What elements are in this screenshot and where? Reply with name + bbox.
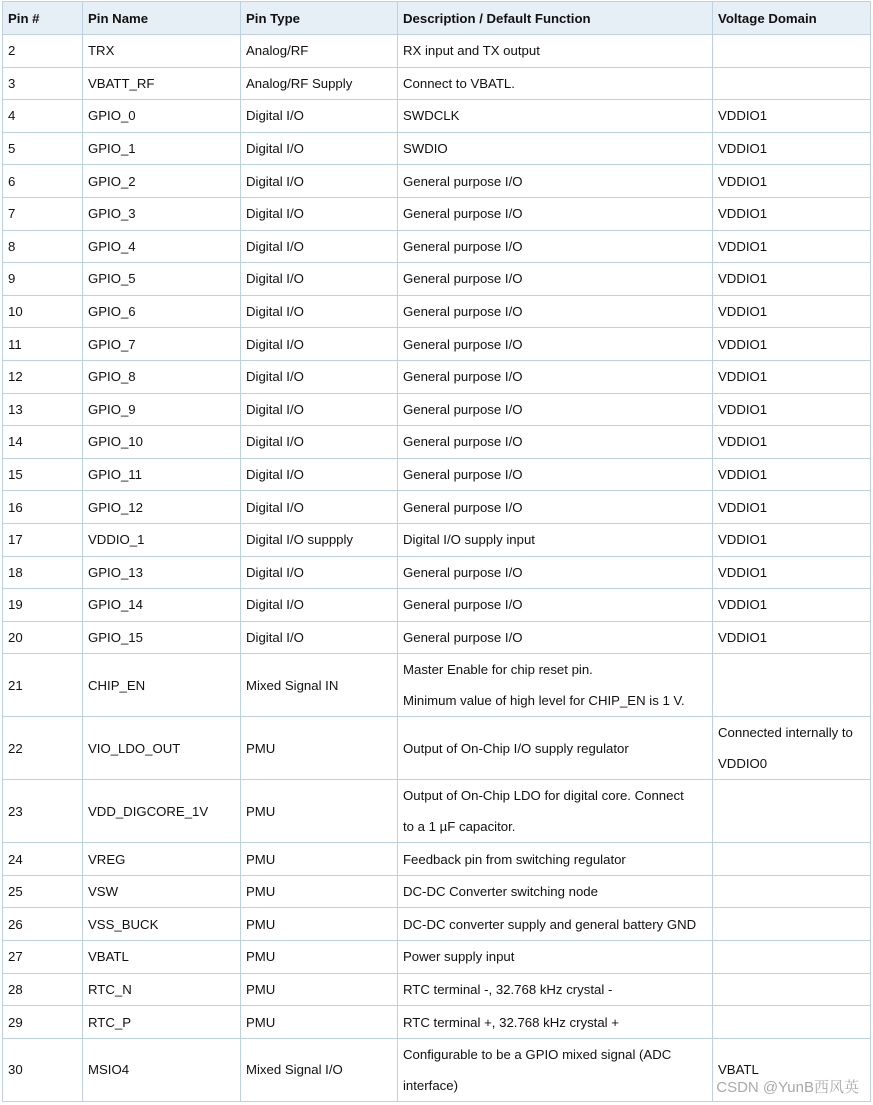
table-row [3,295,871,328]
desc-line: SWDCLK [403,108,460,124]
desc-line: General purpose I/O [403,173,523,189]
desc-line: interface) [403,1077,458,1093]
cell-voltage-domain [713,621,871,654]
cell-description [398,458,713,491]
desc-line: General purpose I/O [403,467,523,483]
desc-line: Output of On-Chip LDO for digital core. Connect [403,788,684,804]
cell-pin-name: GPIO_11 [83,458,241,491]
cell-voltage-domain [713,197,871,230]
cell-description [398,973,713,1006]
cell-pin-number: 13 [3,393,83,426]
volt-line: VDDIO1 [718,206,768,222]
cell-pin-number: 29 [3,1006,83,1039]
cell-voltage-domain [713,1006,871,1039]
cell-pin-number: 23 [3,780,83,843]
cell-pin-name: MSIO4 [83,1038,241,1101]
table-row [3,621,871,654]
cell-pin-name: CHIP_EN [83,654,241,717]
cell-pin-number: 9 [3,263,83,296]
cell-pin-name: GPIO_6 [83,295,241,328]
cell-description [398,491,713,524]
cell-voltage-domain [713,556,871,589]
desc-line: Feedback pin from switching regulator [403,851,626,867]
cell-pin-name: VIO_LDO_OUT [83,717,241,780]
table-row [3,973,871,1006]
table-row [3,491,871,524]
table-row [3,426,871,459]
desc-line: DC-DC Converter switching node [403,884,598,900]
header-description: Description / Default Function [398,2,713,35]
cell-voltage-domain [713,393,871,426]
cell-description [398,556,713,589]
desc-line: General purpose I/O [403,206,523,222]
cell-voltage-domain [713,941,871,974]
desc-line: DC-DC converter supply and general battery GND [403,916,697,932]
table-row [3,100,871,133]
cell-pin-number: 27 [3,941,83,974]
table-row [3,589,871,622]
cell-pin-type: Digital I/O [241,556,398,589]
volt-line: VDDIO1 [718,108,768,124]
volt-line: VDDIO1 [718,564,768,580]
desc-line: General purpose I/O [403,369,523,385]
cell-voltage-domain [713,263,871,296]
desc-line: Power supply input [403,949,515,965]
cell-description [398,100,713,133]
cell-voltage-domain [713,100,871,133]
cell-pin-number: 5 [3,132,83,165]
cell-pin-type: Digital I/O [241,100,398,133]
cell-description [398,360,713,393]
cell-pin-number: 4 [3,100,83,133]
cell-pin-number: 6 [3,165,83,198]
cell-description [398,843,713,876]
cell-pin-name: RTC_N [83,973,241,1006]
cell-description [398,426,713,459]
cell-pin-number: 8 [3,230,83,263]
cell-voltage-domain [713,523,871,556]
cell-description [398,67,713,100]
cell-pin-number: 10 [3,295,83,328]
volt-line: VDDIO1 [718,434,768,450]
cell-description [398,780,713,843]
table-row [3,132,871,165]
cell-pin-type: Digital I/O [241,589,398,622]
table-row [3,393,871,426]
volt-line: VDDIO1 [718,173,768,189]
cell-description [398,621,713,654]
cell-voltage-domain [713,908,871,941]
table-row [3,908,871,941]
cell-voltage-domain [713,780,871,843]
cell-pin-name: GPIO_8 [83,360,241,393]
header-pin-type: Pin Type [241,2,398,35]
cell-pin-number: 24 [3,843,83,876]
cell-pin-number: 25 [3,875,83,908]
volt-line: VDDIO1 [718,629,768,645]
desc-line: Master Enable for chip reset pin. [403,662,593,678]
cell-pin-type: Digital I/O [241,491,398,524]
cell-pin-type: Digital I/O [241,165,398,198]
table-row [3,654,871,717]
cell-description [398,197,713,230]
cell-pin-type: Mixed Signal IN [241,654,398,717]
cell-pin-name: GPIO_3 [83,197,241,230]
cell-description [398,654,713,717]
cell-voltage-domain [713,360,871,393]
cell-description [398,1006,713,1039]
volt-line: VDDIO1 [718,271,768,287]
volt-line: VDDIO1 [718,532,768,548]
cell-pin-number: 30 [3,1038,83,1101]
cell-pin-type: Digital I/O [241,458,398,491]
cell-voltage-domain [713,589,871,622]
cell-pin-type: Digital I/O [241,295,398,328]
cell-description [398,295,713,328]
cell-pin-number: 21 [3,654,83,717]
cell-pin-name: GPIO_12 [83,491,241,524]
cell-pin-number: 28 [3,973,83,1006]
cell-pin-type: PMU [241,941,398,974]
header-row [3,2,871,35]
cell-pin-type: Digital I/O [241,230,398,263]
table-row [3,1006,871,1039]
table-row [3,523,871,556]
desc-line: General purpose I/O [403,401,523,417]
cell-description [398,875,713,908]
cell-description [398,132,713,165]
table-row [3,230,871,263]
cell-voltage-domain [713,843,871,876]
table-row [3,780,871,843]
header-voltage-domain: Voltage Domain [713,2,871,35]
cell-pin-number: 18 [3,556,83,589]
volt-line: VDDIO0 [718,756,768,772]
cell-description [398,589,713,622]
cell-pin-type: Mixed Signal I/O [241,1038,398,1101]
cell-voltage-domain [713,875,871,908]
desc-line: General purpose I/O [403,304,523,320]
cell-pin-type: Digital I/O [241,393,398,426]
cell-voltage-domain [713,230,871,263]
cell-voltage-domain [713,973,871,1006]
cell-description [398,908,713,941]
table-row [3,458,871,491]
cell-pin-name: RTC_P [83,1006,241,1039]
cell-pin-type: PMU [241,908,398,941]
cell-pin-number: 2 [3,35,83,68]
cell-description [398,717,713,780]
table-row [3,67,871,100]
cell-description [398,941,713,974]
cell-pin-type: Digital I/O [241,360,398,393]
cell-pin-number: 22 [3,717,83,780]
table-row [3,165,871,198]
table-row [3,717,871,780]
cell-voltage-domain [713,654,871,717]
desc-line: to a 1 µF capacitor. [403,819,516,835]
cell-voltage-domain [713,717,871,780]
cell-pin-type: Analog/RF [241,35,398,68]
volt-line: Connected internally to [718,725,853,741]
volt-line: VDDIO1 [718,304,768,320]
cell-pin-name: GPIO_4 [83,230,241,263]
table-row [3,875,871,908]
cell-pin-type: Analog/RF Supply [241,67,398,100]
cell-pin-name: GPIO_10 [83,426,241,459]
header-pin-number: Pin # [3,2,83,35]
table-body [3,35,871,1102]
cell-pin-type: PMU [241,875,398,908]
volt-line: VDDIO1 [718,499,768,515]
cell-pin-name: GPIO_1 [83,132,241,165]
cell-pin-type: PMU [241,973,398,1006]
volt-line: VBATL [718,1062,759,1078]
table-row [3,360,871,393]
cell-voltage-domain [713,458,871,491]
cell-description [398,230,713,263]
cell-pin-name: VSW [83,875,241,908]
cell-pin-type: Digital I/O [241,328,398,361]
cell-pin-name: GPIO_7 [83,328,241,361]
cell-pin-name: GPIO_9 [83,393,241,426]
cell-description [398,1038,713,1101]
cell-pin-number: 12 [3,360,83,393]
table-header [3,2,871,35]
cell-pin-number: 3 [3,67,83,100]
cell-pin-name: GPIO_15 [83,621,241,654]
desc-line: General purpose I/O [403,238,523,254]
cell-voltage-domain [713,295,871,328]
cell-pin-name: VBATL [83,941,241,974]
desc-line: General purpose I/O [403,564,523,580]
cell-pin-number: 15 [3,458,83,491]
desc-line: General purpose I/O [403,336,523,352]
cell-pin-number: 7 [3,197,83,230]
desc-line: Connect to VBATL. [403,75,515,91]
table-row [3,843,871,876]
desc-line: Minimum value of high level for CHIP_EN is 1 V. [403,693,685,709]
cell-pin-name: GPIO_2 [83,165,241,198]
cell-voltage-domain [713,67,871,100]
cell-voltage-domain [713,132,871,165]
desc-line: General purpose I/O [403,597,523,613]
cell-pin-type: PMU [241,780,398,843]
volt-line: VDDIO1 [718,369,768,385]
cell-pin-type: Digital I/O suppply [241,523,398,556]
volt-line: VDDIO1 [718,336,768,352]
table-row [3,556,871,589]
cell-pin-name: GPIO_5 [83,263,241,296]
desc-line: SWDIO [403,141,448,157]
cell-pin-name: GPIO_0 [83,100,241,133]
cell-pin-type: PMU [241,843,398,876]
cell-pin-number: 11 [3,328,83,361]
cell-description [398,35,713,68]
cell-pin-number: 16 [3,491,83,524]
cell-pin-number: 14 [3,426,83,459]
table-row [3,263,871,296]
desc-line: Output of On-Chip I/O supply regulator [403,740,629,756]
volt-line: VDDIO1 [718,401,768,417]
cell-pin-type: PMU [241,717,398,780]
cell-pin-name: VREG [83,843,241,876]
cell-pin-type: PMU [241,1006,398,1039]
desc-line: General purpose I/O [403,271,523,287]
table-row [3,197,871,230]
desc-line: RX input and TX output [403,43,540,59]
desc-line: RTC terminal +, 32.768 kHz crystal + [403,1014,619,1030]
cell-description [398,523,713,556]
cell-pin-name: GPIO_14 [83,589,241,622]
volt-line: VDDIO1 [718,597,768,613]
table-row [3,941,871,974]
cell-pin-number: 20 [3,621,83,654]
pin-table [2,1,871,1102]
cell-description [398,165,713,198]
cell-description [398,263,713,296]
cell-pin-number: 19 [3,589,83,622]
volt-line: VDDIO1 [718,141,768,157]
desc-line: General purpose I/O [403,499,523,515]
desc-line: RTC terminal -, 32.768 kHz crystal - [403,981,613,997]
cell-voltage-domain [713,165,871,198]
desc-line: General purpose I/O [403,434,523,450]
header-pin-name: Pin Name [83,2,241,35]
cell-pin-type: Digital I/O [241,132,398,165]
volt-line: VDDIO1 [718,238,768,254]
cell-pin-number: 26 [3,908,83,941]
cell-description [398,393,713,426]
cell-voltage-domain [713,35,871,68]
cell-pin-type: Digital I/O [241,426,398,459]
cell-pin-name: GPIO_13 [83,556,241,589]
table-row [3,35,871,68]
cell-pin-name: VSS_BUCK [83,908,241,941]
cell-voltage-domain [713,491,871,524]
cell-description [398,328,713,361]
cell-pin-type: Digital I/O [241,263,398,296]
cell-pin-name: VBATT_RF [83,67,241,100]
desc-line: Digital I/O supply input [403,532,535,548]
cell-pin-name: VDD_DIGCORE_1V [83,780,241,843]
cell-pin-number: 17 [3,523,83,556]
table-row [3,328,871,361]
cell-pin-type: Digital I/O [241,197,398,230]
volt-line: VDDIO1 [718,467,768,483]
desc-line: General purpose I/O [403,629,523,645]
desc-line: Configurable to be a GPIO mixed signal (ADC [403,1046,672,1062]
cell-voltage-domain [713,426,871,459]
cell-pin-name: VDDIO_1 [83,523,241,556]
cell-voltage-domain [713,328,871,361]
cell-pin-name: TRX [83,35,241,68]
watermark: CSDN @YunB西风英 [716,1079,859,1096]
cell-pin-type: Digital I/O [241,621,398,654]
